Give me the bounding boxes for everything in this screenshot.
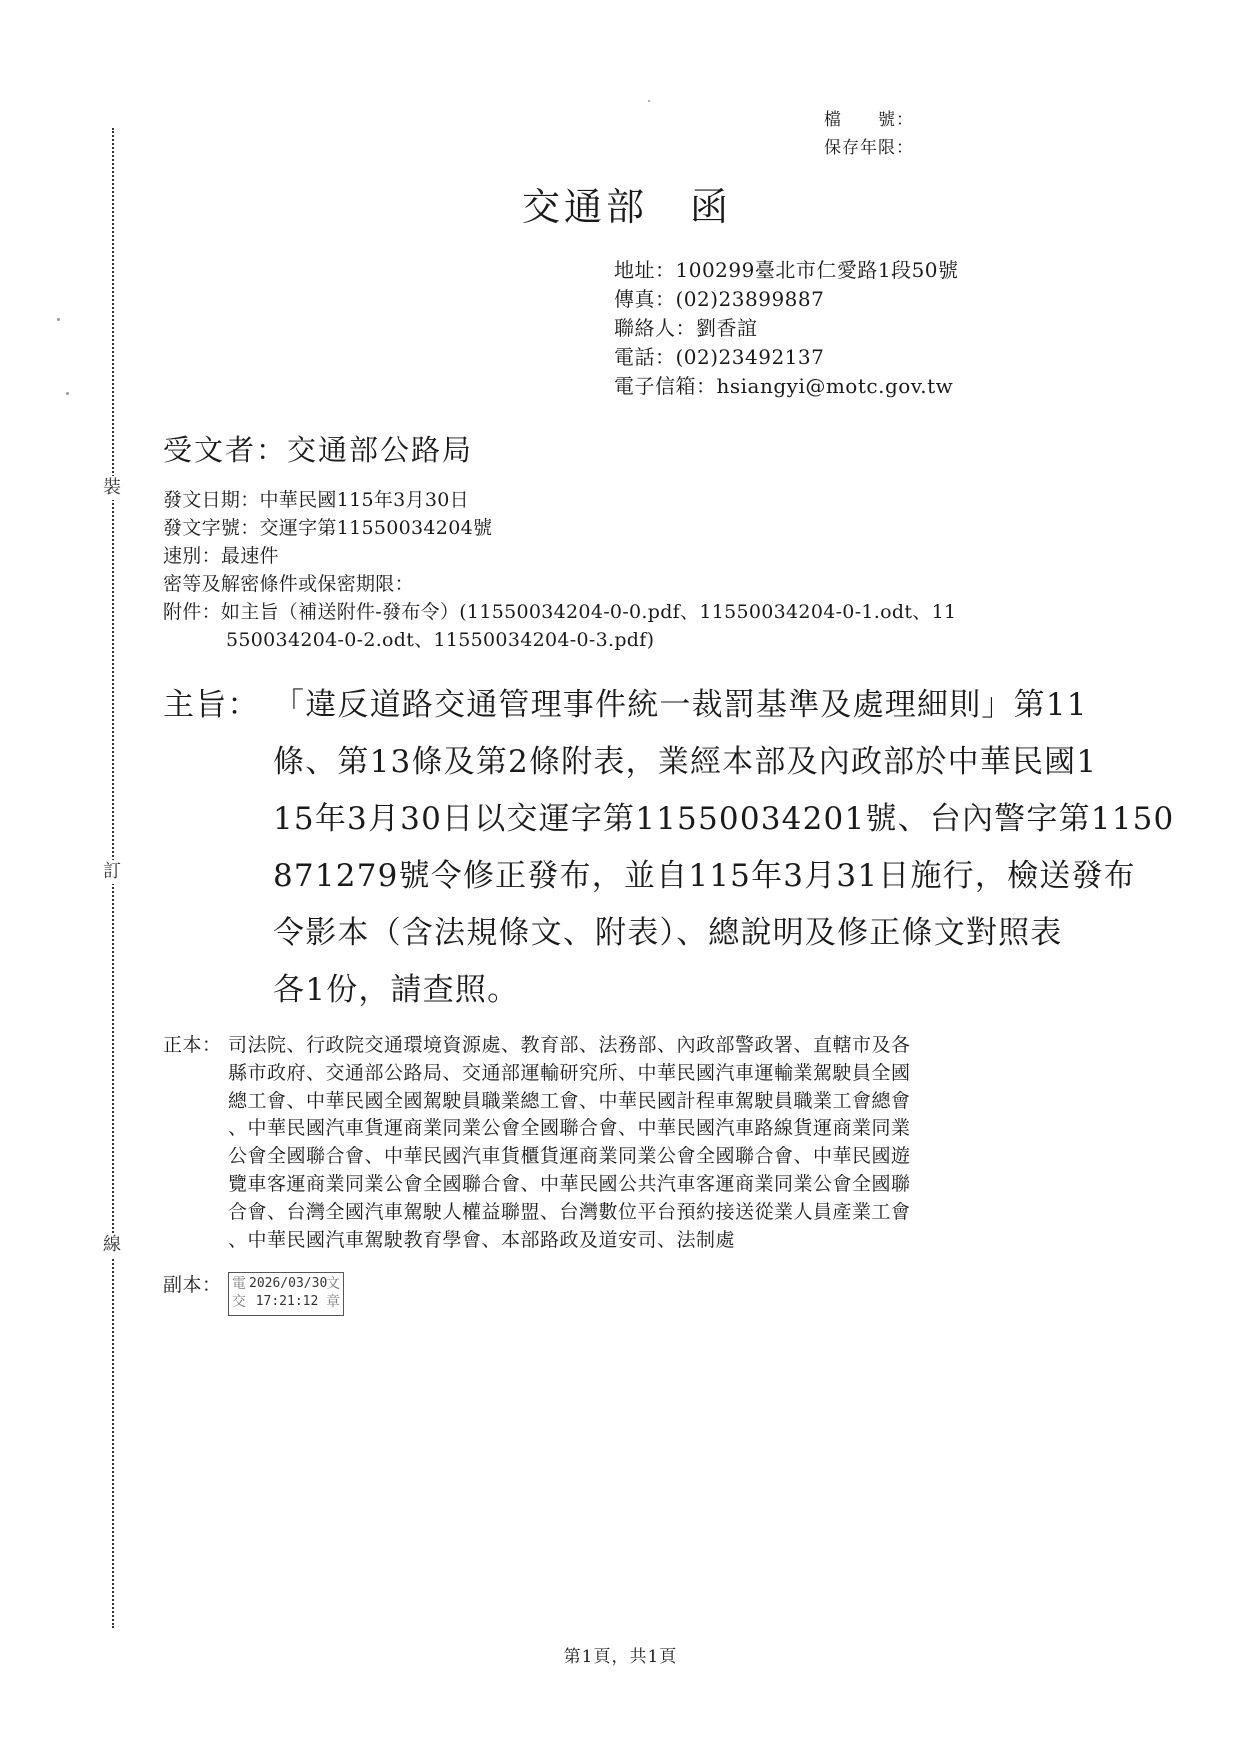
- copy-recipients-label: 副本：: [163, 1274, 222, 1296]
- electronic-exchange-stamp: [228, 1272, 344, 1316]
- recipient-line: 覽車客運商業同業公會全國聯合會、中華民國公共汽車客運商業同業公會全國聯: [228, 1172, 911, 1195]
- recipient-line: 縣市政府、交通部公路局、交通部運輸研究所、中華民國汽車運輸業駕駛員全國: [228, 1061, 911, 1084]
- address: 地址：100299臺北市仁愛路1段50號: [614, 258, 959, 282]
- subject-line: 「違反道路交通管理事件統一裁罰基準及處理細則」第11: [273, 687, 1088, 723]
- binding-mark-top: 裝: [92, 476, 132, 500]
- recipient-line: 總工會、中華民國全國駕駛員職業總工會、中華民國計程車駕駛員職業工會總會: [228, 1089, 911, 1112]
- subject-line: 15年3月30日以交運字第11550034201號、台內警字第1150: [273, 801, 1175, 837]
- stamp-datetime: [249, 1275, 328, 1311]
- file-number-label: 檔 號：: [824, 110, 914, 130]
- fax: 傳真：(02)23899887: [614, 287, 825, 311]
- document-title: 交通部 函: [522, 185, 733, 229]
- retention-period-label: 保存年限：: [824, 138, 914, 158]
- contact-person: 聯絡人：劉香誼: [614, 316, 758, 340]
- distribution-section: [163, 1032, 1163, 1262]
- subject-line: 令影本（含法規條文、附表）、總說明及修正條文對照表: [273, 915, 1063, 951]
- page-number: 第1頁，共1頁: [563, 1647, 678, 1667]
- speed-classification: 速別：最速件: [163, 545, 279, 567]
- stamp-time: 17:21:12: [255, 1294, 319, 1309]
- binding-mark-bottom: 線: [92, 1233, 132, 1257]
- stamp-date: 2026/03/30: [249, 1276, 328, 1291]
- scan-speck: [57, 318, 60, 321]
- document-info: [163, 486, 956, 654]
- recipient-line: 合會、台灣全國汽車駕駛人權益聯盟、台灣數位平台預約接送從業人員產業工會: [228, 1200, 911, 1223]
- binding-mark-middle: 訂: [92, 860, 132, 884]
- subject-line: 條、第13條及第2條附表，業經本部及內政部於中華民國1: [273, 744, 1098, 780]
- attachment-line-2: 550034204-0-2.odt、11550034204-0-3.pdf): [226, 629, 655, 651]
- stamp-right-chars: 文章: [326, 1276, 340, 1310]
- issue-date: 發文日期：中華民國115年3月30日: [163, 489, 469, 511]
- original-recipients-label: 正本：: [163, 1034, 222, 1056]
- stamp-left-chars: 電交: [232, 1276, 246, 1310]
- scan-speck: [648, 100, 650, 102]
- attachment-line-1: 附件：如主旨（補送附件-發布令）(11550034204-0-0.pdf、11550034204-0-1.odt、11: [163, 601, 957, 623]
- recipient-line: 、中華民國汽車駕駛教育學會、本部路政及道安司、法制處: [228, 1228, 736, 1251]
- subject-label: 主旨：: [163, 687, 260, 723]
- email: 電子信箱：hsiangyi@motc.gov.tw: [614, 374, 954, 398]
- original-recipients-list: [228, 1032, 1088, 1254]
- recipient-line: 公會全國聯合會、中華民國汽車貨櫃貨運商業同業公會全國聯合會、中華民國遊: [228, 1145, 911, 1168]
- phone: 電話：(02)23492137: [614, 345, 825, 369]
- recipient-line: 司法院、行政院交通環境資源處、教育部、法務部、內政部警政署、直轄市及各: [228, 1034, 911, 1056]
- subject-line: 各1份，請查照。: [273, 972, 520, 1008]
- recipient: 受文者：交通部公路局: [163, 433, 474, 467]
- scan-speck: [66, 392, 69, 395]
- subject-text: [273, 677, 1175, 1019]
- subject-section: [163, 677, 1175, 1027]
- secrecy-level: 密等及解密條件或保密期限：: [163, 573, 414, 595]
- subject-line: 871279號令修正發布，並自115年3月31日施行，檢送發布: [273, 858, 1136, 894]
- document-number: 發文字號：交運字第11550034204號: [163, 517, 493, 539]
- recipient-line: 、中華民國汽車貨運商業同業公會全國聯合會、中華民國汽車路線貨運商業同業: [228, 1117, 911, 1140]
- contact-block: [614, 256, 959, 401]
